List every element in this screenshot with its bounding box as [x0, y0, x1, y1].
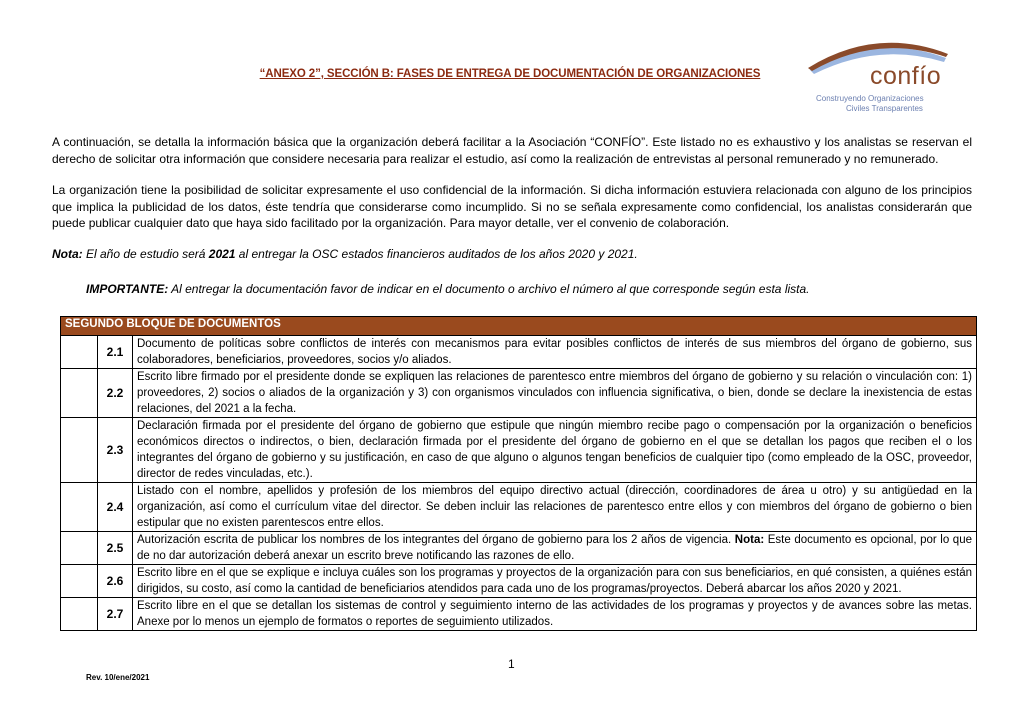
documents-table [60, 316, 977, 631]
checkbox-cell [61, 598, 98, 631]
item-text-post: Este documento es opcional, por lo que de no dar autorización deberá anexar un escrito breve notificando las razones de ello. [137, 534, 972, 562]
table-header-row [61, 317, 977, 336]
note-text-post: al entregar la OSC estados financieros auditados de los años 2020 y 2021. [235, 247, 638, 261]
table-header: SEGUNDO BLOQUE DE DOCUMENTOS [61, 317, 977, 336]
logo-wordmark: confío [870, 62, 942, 90]
note-year: 2021 [208, 247, 236, 261]
item-description: Escrito libre en el que se detallan los sistemas de control y seguimiento interno de las actividades de los programas y proyectos y de avances sobre las metas. Anexe por lo menos un ejemplo de formatos o reportes de seguimiento utilizados. [133, 598, 977, 631]
item-description: Escrito libre firmado por el presidente donde se expliquen las relaciones de parentesco entre miembros del órgano de gobierno y su relación o vinculación con: 1) proveedores, 2) socios o aliados de la organización y 3) con organismos vinculados con influencia significativa, o bien, donde se declare la inexistencia de estas relaciones, del 2021 a la fecha. [133, 369, 977, 418]
table-row [61, 598, 977, 631]
important-note [86, 282, 810, 296]
logo-tagline-1: Construyendo Organizaciones [816, 94, 924, 103]
table-row [61, 369, 977, 418]
table-row [61, 483, 977, 532]
item-text-pre: Autorización escrita de publicar los nombres de los integrantes del órgano de gobierno para los 2 años de vigencia. [137, 534, 735, 546]
intro-paragraph-1: A continuación, se detalla la información básica que la organización deberá facilitar a la Asociación “CONFÍO”. Este listado no es exhaustivo y los analistas se reservan el derecho de solicitar otra información que considere necesaria para realizar el estudio, así como la realización de entrevistas al personal remunerado y no remunerado. [52, 135, 972, 166]
note-label: Nota: [52, 247, 83, 261]
confio-logo [806, 38, 956, 120]
intro-paragraph-2: La organización tiene la posibilidad de solicitar expresamente el uso confidencial de la información. Si dicha información estuviera relacionada con alguno de los principios que implica la publicidad de los datos, éste tendría que considerarse como incumplido. Si no se señala expresamente como confidencial, los analistas considerarán que puede publicar cualquier dato que haya sido facilitado por la organización. Para mayor detalle, ver el convenio de colaboración. [52, 183, 972, 230]
page-number: 1 [508, 657, 515, 671]
item-number: 2.1 [98, 336, 133, 369]
checkbox-cell [61, 418, 98, 483]
table-row [61, 532, 977, 565]
table-row [61, 418, 977, 483]
checkbox-cell [61, 483, 98, 532]
item-description [133, 532, 977, 565]
note-text-pre: El año de estudio será [82, 247, 209, 261]
table-row [61, 565, 977, 598]
item-note-label: Nota: [734, 534, 765, 546]
item-description: Escrito libre en el que se explique e incluya cuáles son los programas y proyectos de la organización para con sus beneficiarios, en qué consisten, a quiénes están dirigidos, su costo, así como la cantidad de beneficiarios atendidos para cada uno de los programas/proyectos. Deberá abarcar los años 2020 y 2021. [133, 565, 977, 598]
item-number: 2.4 [98, 483, 133, 532]
study-year-note [52, 247, 638, 261]
logo-tagline-2: Civiles Transparentes [846, 104, 923, 113]
table-row [61, 336, 977, 369]
revision-label: Rev. 10/ene/2021 [86, 673, 150, 682]
checkbox-cell [61, 532, 98, 565]
item-number: 2.5 [98, 532, 133, 565]
item-number: 2.7 [98, 598, 133, 631]
item-description: Listado con el nombre, apellidos y profesión de los miembros del equipo directivo actual (dirección, coordinadores de área u otro) y su antigüedad en la organización, así como el currículum vitae del director. Se deben incluir las relaciones de parentesco entre ellos y con miembros del órgano de gobierno o bien estipular que no existen parentescos entre ellos. [133, 483, 977, 532]
document-title: “ANEXO 2”, SECCIÓN B: FASES DE ENTREGA DE DOCUMENTACIÓN DE ORGANIZACIONES [259, 68, 761, 80]
important-label: IMPORTANTE: [86, 282, 169, 296]
checkbox-cell [61, 565, 98, 598]
item-number: 2.2 [98, 369, 133, 418]
important-text: Al entregar la documentación favor de indicar en el documento o archivo el número al que corresponde según esta lista. [168, 282, 810, 296]
item-description: Declaración firmada por el presidente del órgano de gobierno que estipule que ningún miembro recibe pago o compensación por la organización o beneficios económicos directos o indirectos, o bien, declaración firmada por el presidente del órgano de gobierno en el que se detallan los pagos que reciben el o los integrantes del órgano de gobierno y su justificación, en caso de que alguno o algunos tengan beneficios de cualquier tipo (como empleado de la OSC, proveedor, director de redes vinculadas, etc.). [133, 418, 977, 483]
item-number: 2.6 [98, 565, 133, 598]
checkbox-cell [61, 369, 98, 418]
item-description: Documento de políticas sobre conflictos de interés con mecanismos para evitar posibles conflictos de interés de sus miembros del órgano de gobierno, sus colaboradores, beneficiarios, proveedores, socios y/o aliados. [133, 336, 977, 369]
item-number: 2.3 [98, 418, 133, 483]
checkbox-cell [61, 336, 98, 369]
